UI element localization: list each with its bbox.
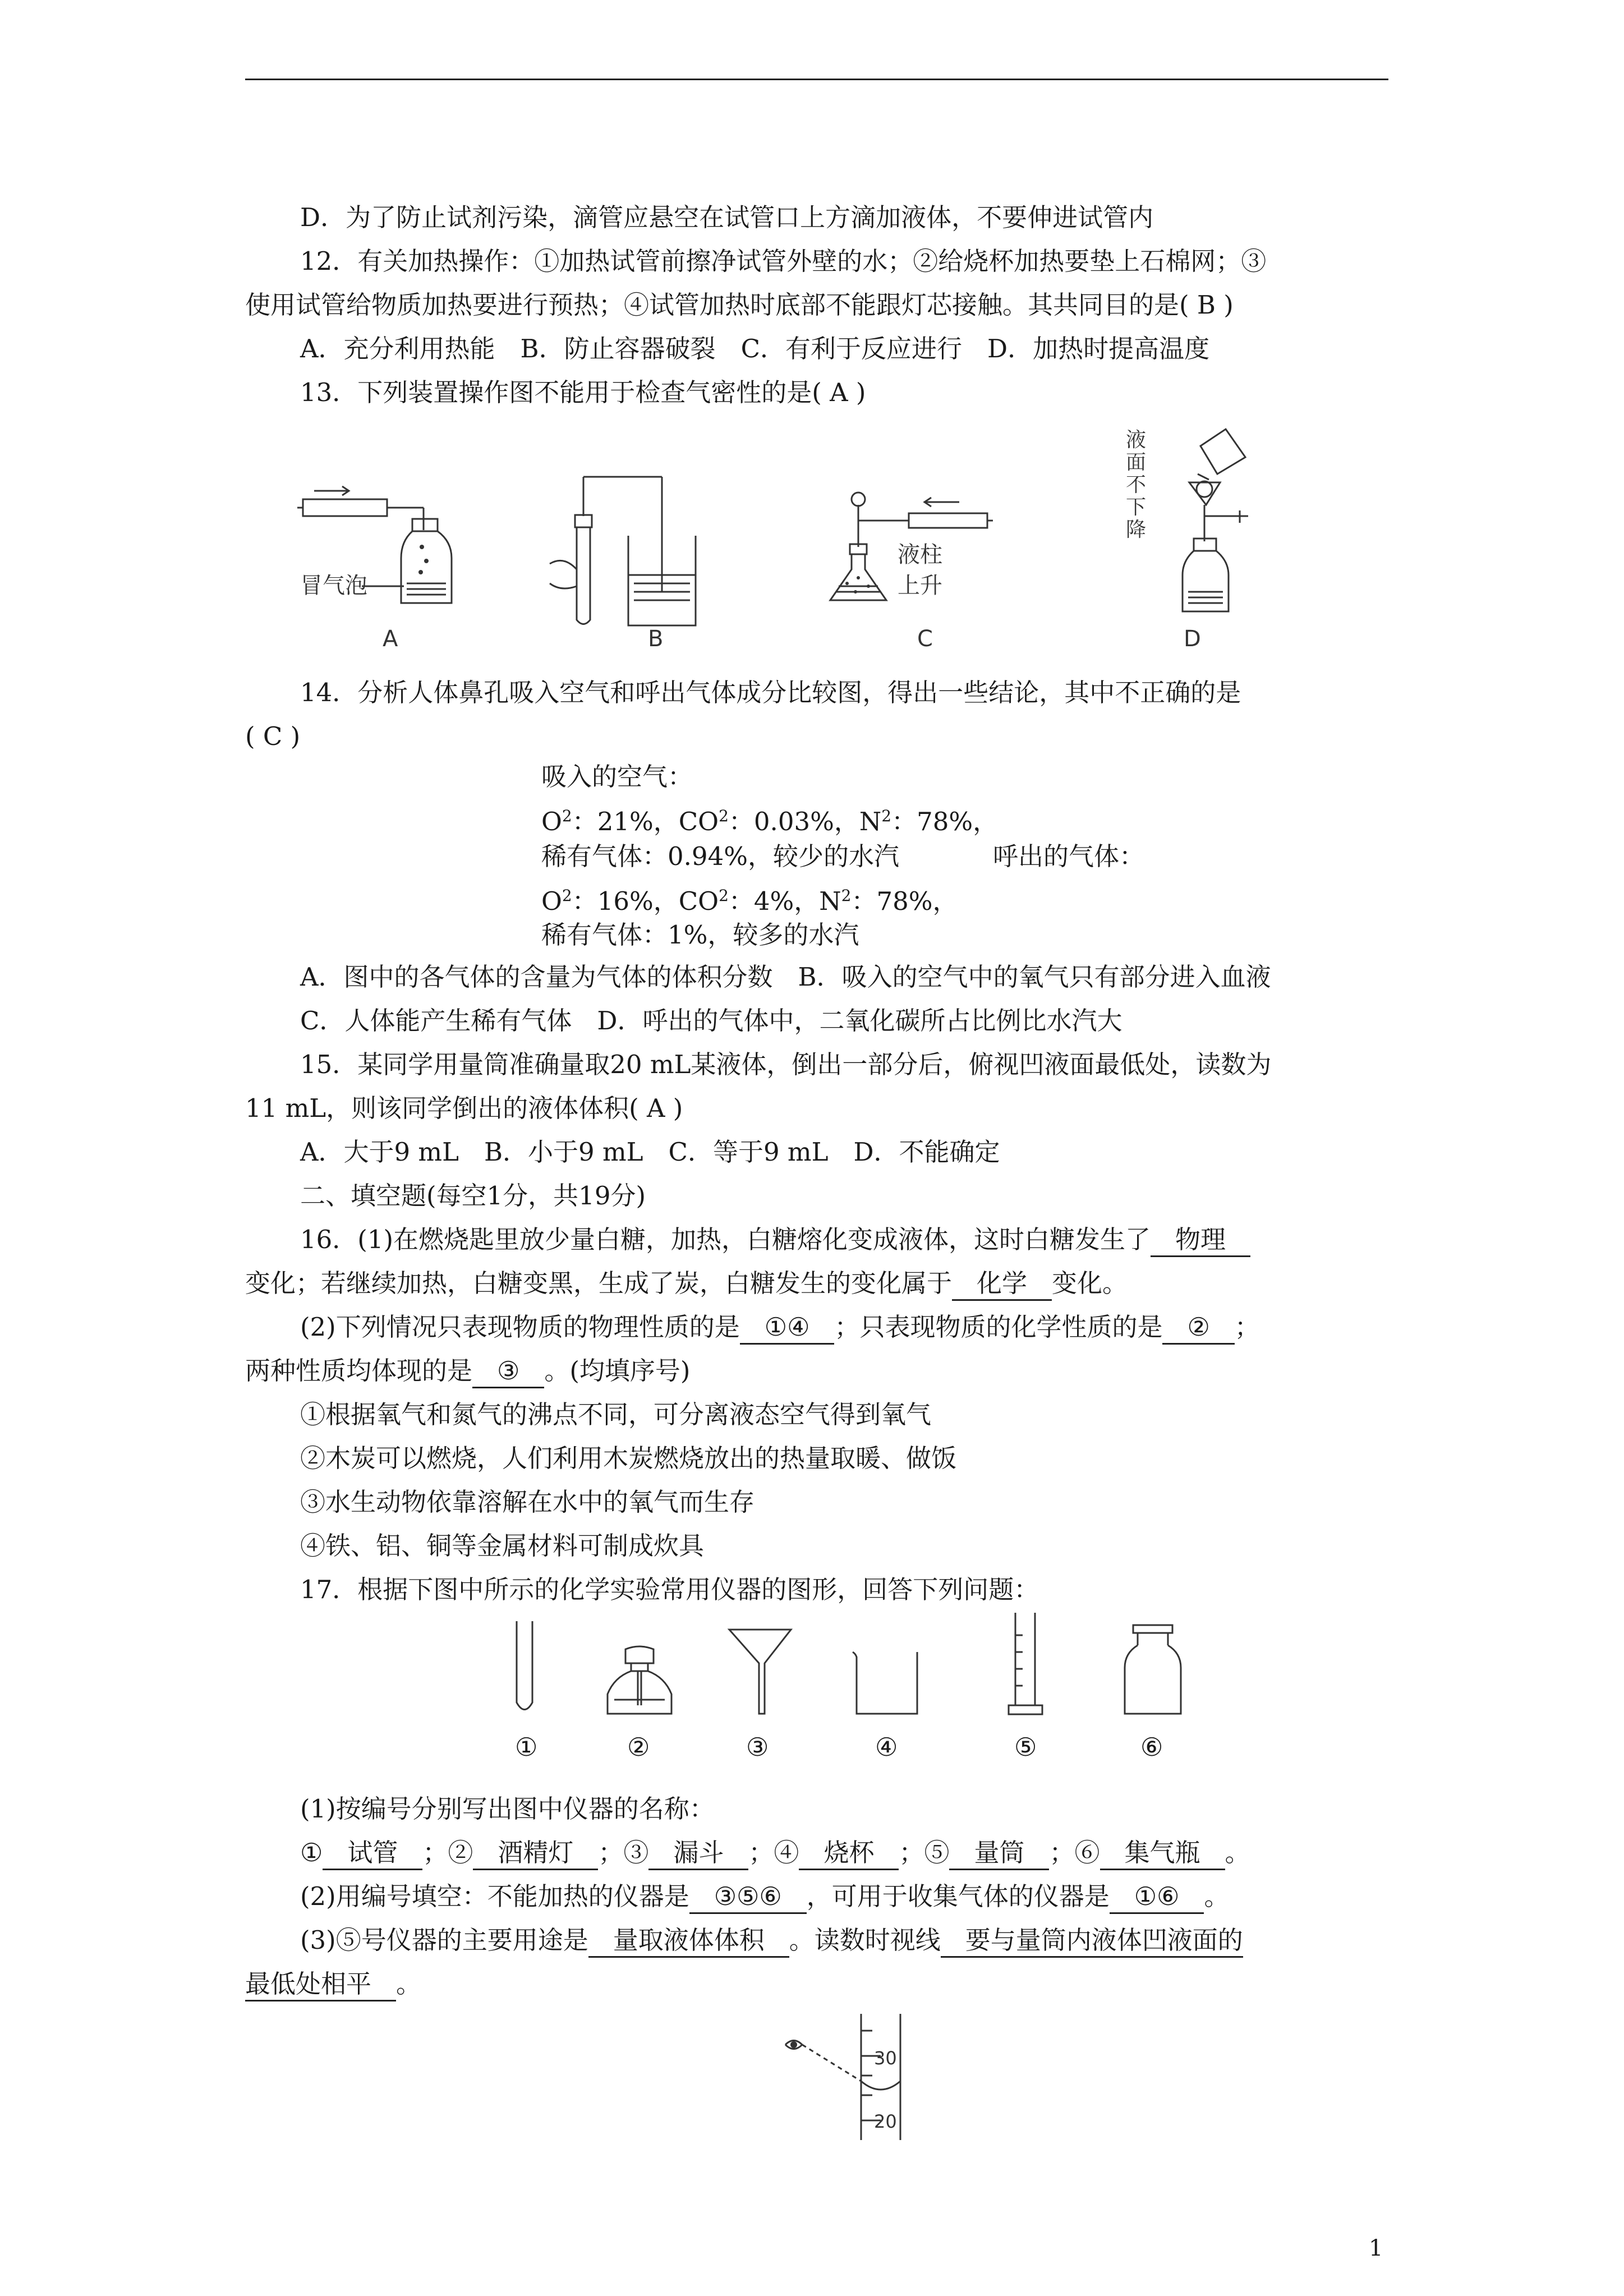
q17-name-3: 漏斗 [648, 1837, 748, 1870]
q14-options-ab: A．图中的各气体的含量为气体的体积分数 B．吸入的空气中的氧气只有部分进入血液 [300, 962, 1271, 992]
q17-label-3: ③ [746, 1732, 769, 1762]
q13-d-note-4: 下 [1125, 496, 1146, 519]
q16-part1-line1: 16．(1)在燃烧匙里放少量白糖，加热，白糖熔化变成液体，这时白糖发生了 物理 [300, 1223, 1250, 1257]
q17-alcohol-lamp [603, 1646, 676, 1717]
q17-part1: (1)按编号分别写出图中仪器的名称： [300, 1794, 715, 1824]
q17-test-tube [513, 1621, 536, 1717]
q14-inhaled-title: 吸入的空气： [541, 762, 693, 792]
q14-inhaled-line1: $O^2$：21%，$CO^2$：0.03%，$N^2$：78%， [541, 807, 999, 836]
q17-name-6: 集气瓶 [1100, 1837, 1225, 1870]
q14-options-cd: C．人体能产生稀有气体 D．呼出的气体中，二氧化碳所占比例比水汽大 [300, 1006, 1122, 1036]
q13-d-note-1: 液 [1125, 429, 1146, 452]
q14-exhaled-title: 呼出的气体： [993, 841, 1145, 871]
page-number: 1 [1369, 2235, 1383, 2261]
q17-label-6: ⑥ [1140, 1732, 1163, 1762]
q17-name-2: 酒精灯 [473, 1837, 598, 1870]
q14-inhaled-line2: 稀有气体：0.94%，较少的水汽 [541, 841, 899, 871]
q16-item-2: ②木炭可以燃烧，人们利用木炭燃烧放出的热量取暖、做饭 [300, 1443, 957, 1473]
q13-figure-b [539, 471, 707, 634]
q13-d-label: D [1184, 626, 1201, 652]
q14-exhaled-line2: 稀有气体：1%，较多的水汽 [541, 920, 859, 950]
q16-item-4: ④铁、铝、铜等金属材料可制成炊具 [300, 1531, 705, 1561]
q15-stem-line1: 15．某同学用量筒准确量取20 mL某液体，倒出一部分后，俯视凹液面最低处，读数为 [300, 1050, 1272, 1079]
q17-name-1: 试管 [323, 1837, 422, 1870]
q16-part2-line1: (2)下列情况只表现物质的物理性质的是 ①④ ；只表现物质的化学性质的是 ② ； [300, 1310, 1260, 1345]
q14-exhaled-line1: $O^2$：16%，$CO^2$：4%，$N^2$：78%， [541, 886, 958, 916]
q17-name-5: 量筒 [949, 1837, 1049, 1870]
q16-answer-2: 化学 [952, 1268, 1052, 1301]
header-rule [245, 79, 1388, 80]
q12-stem-line1: 12．有关加热操作：①加热试管前擦净试管外壁的水；②给烧杯加热要垫上石棉网；③ [300, 246, 1267, 276]
q17-label-2: ② [627, 1732, 650, 1762]
q12-options: A．充分利用热能 B．防止容器破裂 C．有利于反应进行 D．加热时提高温度 [300, 334, 1210, 364]
q17-names-line: ① 试管 ；② 酒精灯 ；③ 漏斗 ；④ 烧杯 ；⑤ 量筒 ；⑥ 集气瓶 。 [300, 1836, 1250, 1870]
q13-d-note-5: 降 [1125, 518, 1146, 541]
q17-cylinder-mark-30: 30 [874, 2047, 897, 2069]
q13-a-label: A [383, 626, 398, 652]
q13-c-note-2: 上升 [898, 573, 942, 599]
q17-label-5: ⑤ [1014, 1732, 1037, 1762]
q16-answer-5: ③ [472, 1355, 544, 1388]
q15-stem-line2: 11 mL，则该同学倒出的液体体积( A ) [245, 1093, 683, 1123]
q17-funnel [726, 1627, 794, 1717]
q17-label-4: ④ [875, 1732, 898, 1762]
q17-part3-line2: 最低处相平 。 [245, 1967, 421, 2001]
q13-b-label: B [648, 626, 664, 652]
q17-reading-diagram [783, 2014, 923, 2140]
q17-beaker [850, 1649, 923, 1717]
q17-graduated-cylinder [1007, 1613, 1046, 1717]
q17-cylinder-mark-20: 20 [874, 2111, 897, 2132]
q17-answer-reading-a: 要与量筒内液体凹液面的 [941, 1925, 1243, 1958]
q13-stem: 13．下列装置操作图不能用于检查气密性的是( A ) [300, 378, 866, 407]
q11-option-d: D．为了防止试剂污染，滴管应悬空在试管口上方滴加液体，不要伸进试管内 [300, 203, 1154, 232]
q16-answer-4: ② [1162, 1312, 1234, 1345]
q17-answer-reading-b: 最低处相平 [245, 1968, 396, 2001]
q17-part2: (2)用编号填空：不能加热的仪器是 ③⑤⑥ ，可用于收集气体的仪器是 ①⑥ 。 [300, 1880, 1230, 1914]
q17-answer-use: 量取液体体积 [588, 1925, 789, 1958]
q13-d-note-3: 不 [1125, 473, 1146, 496]
q17-gas-jar [1122, 1624, 1184, 1717]
q16-answer-1: 物理 [1151, 1224, 1250, 1257]
q15-options: A．大于9 mL B．小于9 mL C．等于9 mL D．不能确定 [300, 1137, 1000, 1167]
q16-item-1: ①根据氧气和氮气的沸点不同，可分离液态空气得到氧气 [300, 1400, 932, 1429]
q12-stem-line2: 使用试管给物质加热要进行预热；④试管加热时底部不能跟灯芯接触。其共同目的是( B ) [245, 290, 1234, 320]
q13-c-note-1: 液柱 [898, 542, 942, 568]
q17-stem: 17．根据下图中所示的化学实验常用仪器的图形，回答下列问题： [300, 1575, 1039, 1604]
q17-answer-gas-collect: ①⑥ [1110, 1881, 1204, 1914]
q17-part3-line1: (3)⑤号仪器的主要用途是 量取液体体积 。读数时视线 要与量筒内液体凹液面的 [300, 1924, 1243, 1958]
q17-answer-non-heatable: ③⑤⑥ [689, 1881, 807, 1914]
q17-name-4: 烧杯 [799, 1837, 899, 1870]
q16-item-3: ③水生动物依靠溶解在水中的氧气而生存 [300, 1487, 755, 1517]
q16-part1-line2: 变化；若继续加热，白糖变黑，生成了炭，白糖发生的变化属于 化学 变化。 [245, 1267, 1128, 1301]
section-2-heading: 二、填空题(每空1分，共19分) [300, 1181, 646, 1211]
q13-d-note-2: 面 [1125, 451, 1146, 474]
q14-stem-line1: 14．分析人体鼻孔吸入空气和呼出气体成分比较图，得出一些结论，其中不正确的是 [300, 678, 1241, 707]
q17-label-1: ① [515, 1732, 538, 1762]
q16-answer-3: ①④ [740, 1312, 835, 1345]
q13-figure-d [1156, 426, 1301, 617]
q13-c-label: C [917, 626, 933, 652]
q14-stem-line2: ( C ) [245, 721, 301, 751]
q16-part2-line2: 两种性质均体现的是 ③ 。(均填序号) [245, 1354, 690, 1388]
q13-a-note: 冒气泡 [300, 573, 367, 599]
